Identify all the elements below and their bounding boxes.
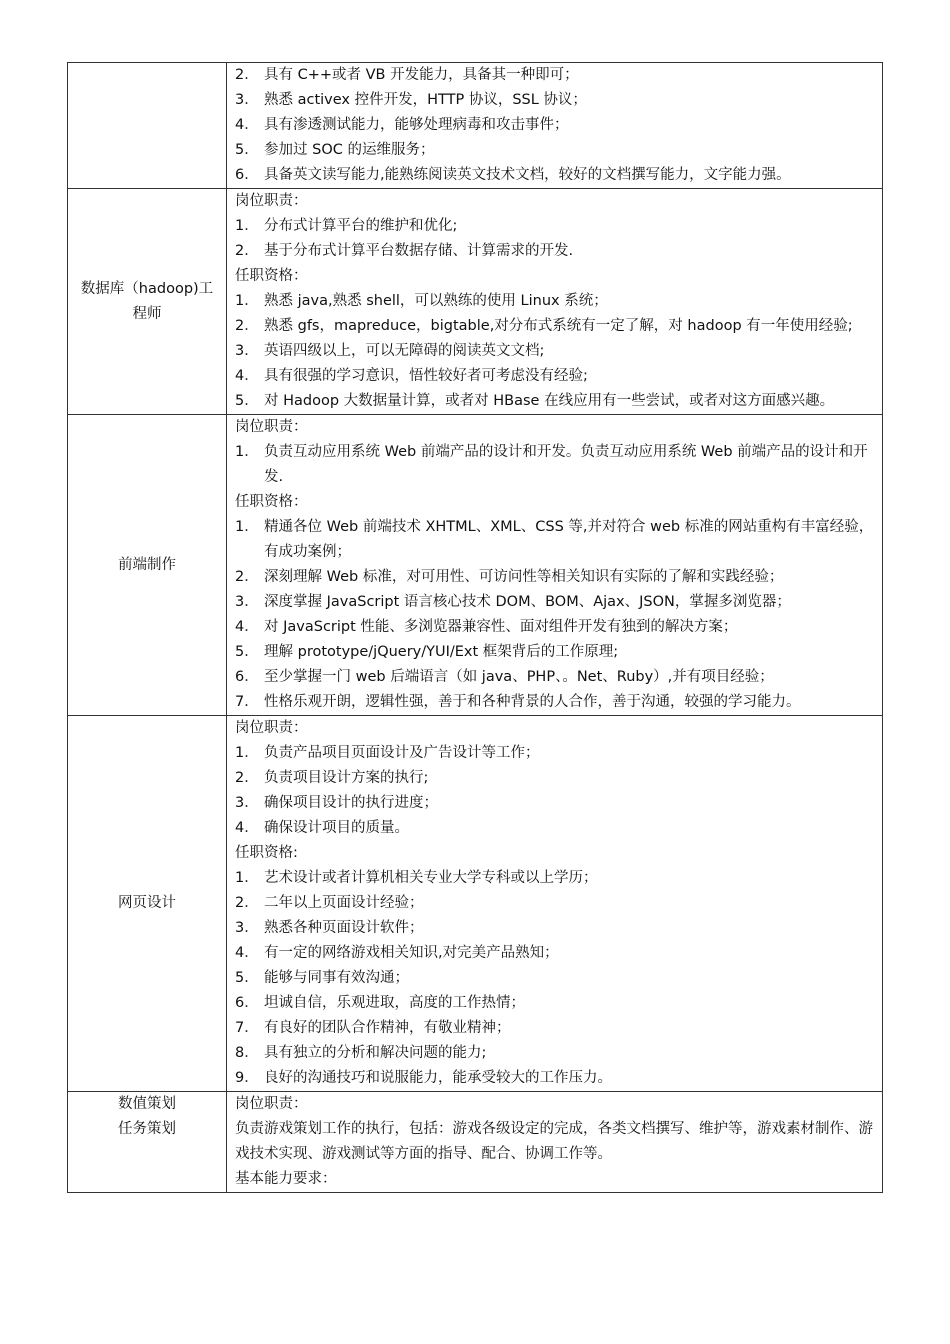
item-text: 负责产品项目页面设计及广告设计等工作； — [264, 745, 540, 761]
list-item — [235, 565, 876, 590]
requirement-list — [235, 214, 876, 264]
section-heading: 任职资格: — [235, 845, 298, 861]
list-item — [235, 640, 876, 665]
item-text: 熟悉各种页面设计软件； — [264, 920, 424, 936]
list-item — [235, 515, 876, 565]
list-item — [235, 991, 876, 1016]
job-title-line: 数值策划 — [118, 1096, 176, 1112]
list-item — [235, 941, 876, 966]
item-number: 3． — [235, 920, 259, 936]
item-text: 熟悉 gfs，mapreduce，bigtable,对分布式系统有一定了解，对 hadoop 有一年使用经验; — [264, 318, 853, 334]
list-item — [235, 88, 876, 113]
item-text: 具有 C++或者 VB 开发能力，具备其一种即可； — [264, 67, 579, 83]
item-number: 6． — [235, 167, 259, 183]
item-text: 具有独立的分析和解决问题的能力; — [264, 1045, 487, 1061]
job-title-cell — [68, 189, 227, 415]
item-text: 英语四级以上，可以无障碍的阅读英文文档; — [264, 343, 545, 359]
item-text: 对 JavaScript 性能、多浏览器兼容性、面对组件开发有独到的解决方案； — [264, 619, 738, 635]
job-description-cell — [227, 716, 883, 1092]
item-text: 有良好的团队合作精神，有敬业精神； — [264, 1020, 511, 1036]
item-number: 2． — [235, 243, 259, 259]
section-heading: 任职资格： — [235, 494, 308, 510]
item-number: 4． — [235, 117, 259, 133]
job-row — [68, 63, 883, 189]
job-title-cell — [68, 1092, 227, 1193]
list-item — [235, 665, 876, 690]
item-number: 2． — [235, 569, 259, 585]
item-number: 2． — [235, 895, 259, 911]
item-number: 7． — [235, 1020, 259, 1036]
item-text: 精通各位 Web 前端技术 XHTML、XML、CSS 等,并对符合 web 标准的网站重构有丰富经验，有成功案例； — [264, 519, 874, 560]
list-item — [235, 966, 876, 991]
list-item — [235, 766, 876, 791]
requirement-list — [235, 289, 876, 414]
item-text: 熟悉 java,熟悉 shell，可以熟练的使用 Linux 系统； — [264, 293, 608, 309]
item-text: 深刻理解 Web 标准，对可用性、可访问性等相关知识有实际的了解和实践经验； — [264, 569, 784, 585]
item-number: 2． — [235, 318, 259, 334]
item-text: 具备英文读写能力,能熟练阅读英文技术文档，较好的文档撰写能力，文字能力强。 — [264, 167, 791, 183]
item-number: 5． — [235, 142, 259, 158]
section-heading: 岗位职责： — [235, 419, 308, 435]
job-requirements-table — [67, 62, 883, 1193]
list-item — [235, 1066, 876, 1091]
item-text: 艺术设计或者计算机相关专业大学专科或以上学历； — [264, 870, 598, 886]
list-item — [235, 289, 876, 314]
list-item — [235, 1016, 876, 1041]
item-text: 负责互动应用系统 Web 前端产品的设计和开发。负责互动应用系统 Web 前端产品的设计和开发. — [264, 444, 868, 485]
item-text: 有一定的网络游戏相关知识,对完美产品熟知； — [264, 945, 559, 961]
list-item — [235, 314, 876, 339]
section-heading: 岗位职责： — [235, 193, 308, 209]
item-text: 能够与同事有效沟通； — [264, 970, 409, 986]
item-number: 3． — [235, 343, 259, 359]
list-item — [235, 690, 876, 715]
list-item — [235, 163, 876, 188]
list-item — [235, 364, 876, 389]
section-heading: 岗位职责： — [235, 1096, 308, 1112]
item-text: 良好的沟通技巧和说服能力，能承受较大的工作压力。 — [264, 1070, 612, 1086]
item-number: 3． — [235, 92, 259, 108]
job-title-cell — [68, 716, 227, 1092]
item-text: 至少掌握一门 web 后端语言（如 java、PHP、。Net、Ruby）,并有项目经验； — [264, 669, 774, 685]
job-row — [68, 1092, 883, 1193]
item-number: 4． — [235, 945, 259, 961]
item-text: 负责项目设计方案的执行; — [264, 770, 429, 786]
job-title-line: 任务策划 — [118, 1121, 176, 1137]
section-heading: 岗位职责： — [235, 720, 308, 736]
job-title-line: 前端制作 — [118, 556, 176, 573]
job-title-line: 网页设计 — [118, 895, 176, 911]
item-number: 5． — [235, 393, 259, 409]
item-number: 1． — [235, 444, 259, 460]
job-description-cell — [227, 1092, 883, 1193]
list-item — [235, 214, 876, 239]
requirement-list — [235, 866, 876, 1091]
list-item — [235, 741, 876, 766]
item-text: 确保设计项目的质量。 — [264, 820, 409, 836]
item-number: 1． — [235, 519, 259, 535]
item-text: 深度掌握 JavaScript 语言核心技术 DOM、BOM、Ajax、JSON，掌握多浏览器； — [264, 594, 791, 610]
item-text: 具有很强的学习意识，悟性较好者可考虑没有经验; — [264, 368, 588, 384]
job-description-cell — [227, 63, 883, 189]
list-item — [235, 239, 876, 264]
list-item — [235, 339, 876, 364]
job-description-cell — [227, 415, 883, 716]
item-text: 坦诚自信，乐观进取，高度的工作热情； — [264, 995, 525, 1011]
item-text: 性格乐观开朗，逻辑性强，善于和各种背景的人合作，善于沟通，较强的学习能力。 — [264, 694, 801, 710]
item-number: 3． — [235, 795, 259, 811]
item-text: 具有渗透测试能力，能够处理病毒和攻击事件； — [264, 117, 569, 133]
list-item — [235, 63, 876, 88]
item-text: 分布式计算平台的维护和优化; — [264, 218, 458, 234]
item-number: 2． — [235, 67, 259, 83]
section-heading: 任职资格： — [235, 268, 308, 284]
job-row — [68, 415, 883, 716]
item-number: 6． — [235, 995, 259, 1011]
item-number: 1． — [235, 218, 259, 234]
item-number: 4． — [235, 820, 259, 836]
requirement-list — [235, 515, 876, 715]
requirement-list — [235, 440, 876, 490]
list-item — [235, 440, 876, 490]
job-row — [68, 716, 883, 1092]
item-number: 4． — [235, 619, 259, 635]
item-text: 参加过 SOC 的运维服务； — [264, 142, 435, 158]
section-heading: 基本能力要求： — [235, 1171, 337, 1187]
item-number: 5． — [235, 970, 259, 986]
job-description-cell — [227, 189, 883, 415]
list-item — [235, 866, 876, 891]
requirement-list — [235, 63, 876, 188]
list-item — [235, 791, 876, 816]
list-item — [235, 138, 876, 163]
requirement-list — [235, 741, 876, 841]
job-title-line: 数据库（hadoop)工 — [80, 280, 214, 297]
item-text: 熟悉 activex 控件开发，HTTP 协议，SSL 协议； — [264, 92, 587, 108]
job-row — [68, 189, 883, 415]
item-number: 5． — [235, 644, 259, 660]
list-item — [235, 590, 876, 615]
item-number: 1． — [235, 870, 259, 886]
item-number: 8． — [235, 1045, 259, 1061]
list-item — [235, 816, 876, 841]
list-item — [235, 389, 876, 414]
item-number: 3． — [235, 594, 259, 610]
list-item — [235, 1041, 876, 1066]
item-text: 基于分布式计算平台数据存储、计算需求的开发. — [264, 243, 574, 259]
item-number: 4． — [235, 368, 259, 384]
item-number: 1． — [235, 293, 259, 309]
item-text: 二年以上页面设计经验； — [264, 895, 424, 911]
list-item — [235, 113, 876, 138]
item-number: 1． — [235, 745, 259, 761]
item-number: 7． — [235, 694, 259, 710]
job-title-line: 程师 — [132, 305, 162, 322]
list-item — [235, 891, 876, 916]
list-item — [235, 615, 876, 640]
item-text: 确保项目设计的执行进度； — [264, 795, 438, 811]
job-title-cell — [68, 63, 227, 189]
item-text: 对 Hadoop 大数据量计算，或者对 HBase 在线应用有一些尝试，或者对这方面感兴趣。 — [264, 393, 835, 409]
section-paragraph: 负责游戏策划工作的执行，包括：游戏各级设定的完成，各类文档撰写、维护等，游戏素材制作、游戏技术实现、游戏测试等方面的指导、配合、协调工作等。 — [235, 1121, 873, 1162]
item-number: 6． — [235, 669, 259, 685]
job-title-cell — [68, 415, 227, 716]
item-number: 9． — [235, 1070, 259, 1086]
item-text: 理解 prototype/jQuery/YUI/Ext 框架背后的工作原理; — [264, 644, 619, 660]
list-item — [235, 916, 876, 941]
item-number: 2． — [235, 770, 259, 786]
